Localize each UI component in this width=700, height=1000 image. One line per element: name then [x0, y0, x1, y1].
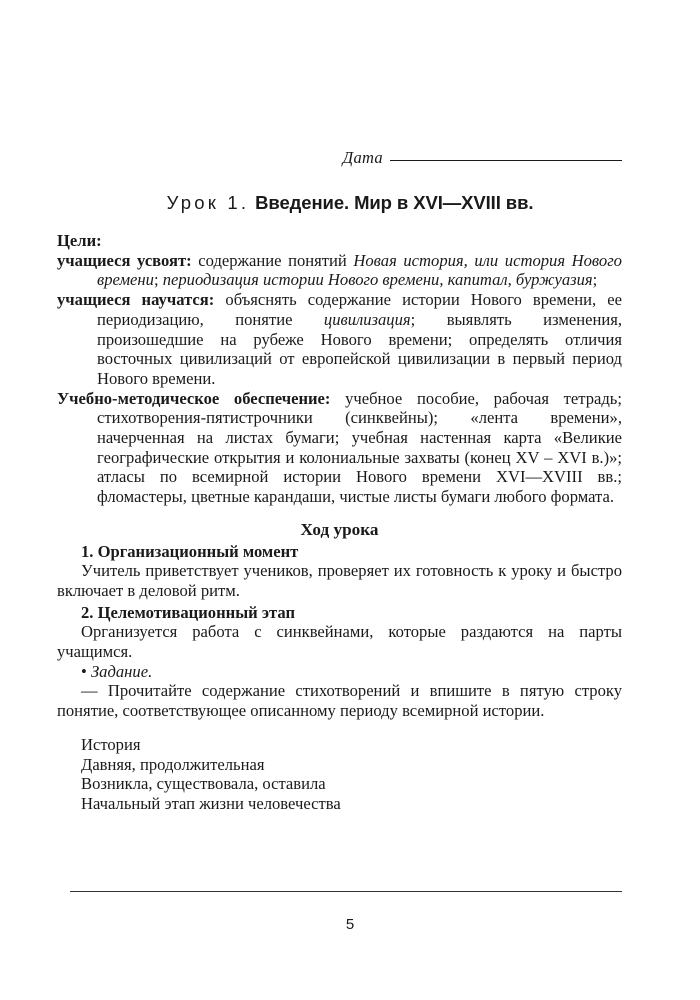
goal-text: объяснять содержание истории Нового времени, ее периодизацию, понятие цивилизация; выявлять изменения, произошедшие на рубеже Нового времени; определять отличия восточных цивилизаций от европейской цивилизации в первый период Нового времени. [97, 290, 622, 388]
task-label: Задание. [90, 661, 153, 681]
step-heading-2: 2. Целемотивационный этап [81, 602, 296, 622]
cinquain-line: Начальный этап жизни человечества [81, 793, 341, 813]
goal-item [57, 389, 622, 507]
step-heading-1: 1. Организационный момент [81, 541, 299, 561]
goal-text: учебное пособие, рабочая тетрадь; стихотворения-пятистрочники (синквейны); «лента времени», начерченная на листах бумаги; учебная настенная карта «Великие географические открытия и колониальные захваты (конец XV – XVI в.)»; атласы по всемирной истории Нового времени XVI—XVIII вв.; фломастеры, цветные карандаши, чистые листы бумаги любого формата. [97, 388, 622, 507]
step-paragraph: Организуется работа с синквейнами, которые раздаются на парты учащимся. [57, 622, 622, 662]
footer-divider [70, 891, 622, 892]
goal-lead: Учебно-методическое обеспечение: [57, 388, 331, 408]
document-body [57, 231, 622, 814]
goal-lead: учащиеся научатся: [57, 290, 215, 310]
goal-item [57, 290, 622, 389]
step-paragraph: Учитель приветствует учеников, проверяет их готовность к уроку и быстро включает в деловой ритм. [57, 561, 622, 600]
date-label: Дата [342, 148, 383, 167]
lesson-flow-heading: Ход урока [300, 519, 379, 539]
goal-lead: учащиеся усвоят: [57, 250, 192, 270]
goals-heading: Цели: [57, 231, 102, 250]
goal-text: содержание понятий Новая история, или история Нового времени; периодизация истории Нового времени, капитал, буржуазия; [97, 250, 622, 290]
task-bullet-item [57, 662, 622, 682]
lesson-number: Урок 1. [166, 192, 250, 213]
task-instruction: — Прочитайте содержание стихотворений и впишите в пятую строку понятие, соответствующее описанному периоду всемирной истории. [57, 681, 622, 721]
goal-item [57, 251, 622, 290]
cinquain-line: Возникла, существовала, оставила [81, 774, 326, 794]
lesson-name: Введение. Мир в XVI—XVIII вв. [255, 192, 534, 213]
cinquain-line: История [81, 734, 141, 754]
page-title [0, 192, 700, 214]
date-field-row [57, 148, 622, 168]
bullet-marker: • [81, 661, 87, 681]
page-number: 5 [345, 916, 355, 933]
cinquain-line: Давняя, продолжительная [81, 754, 265, 774]
date-blank-line [390, 160, 622, 161]
cinquain-block [57, 735, 622, 814]
